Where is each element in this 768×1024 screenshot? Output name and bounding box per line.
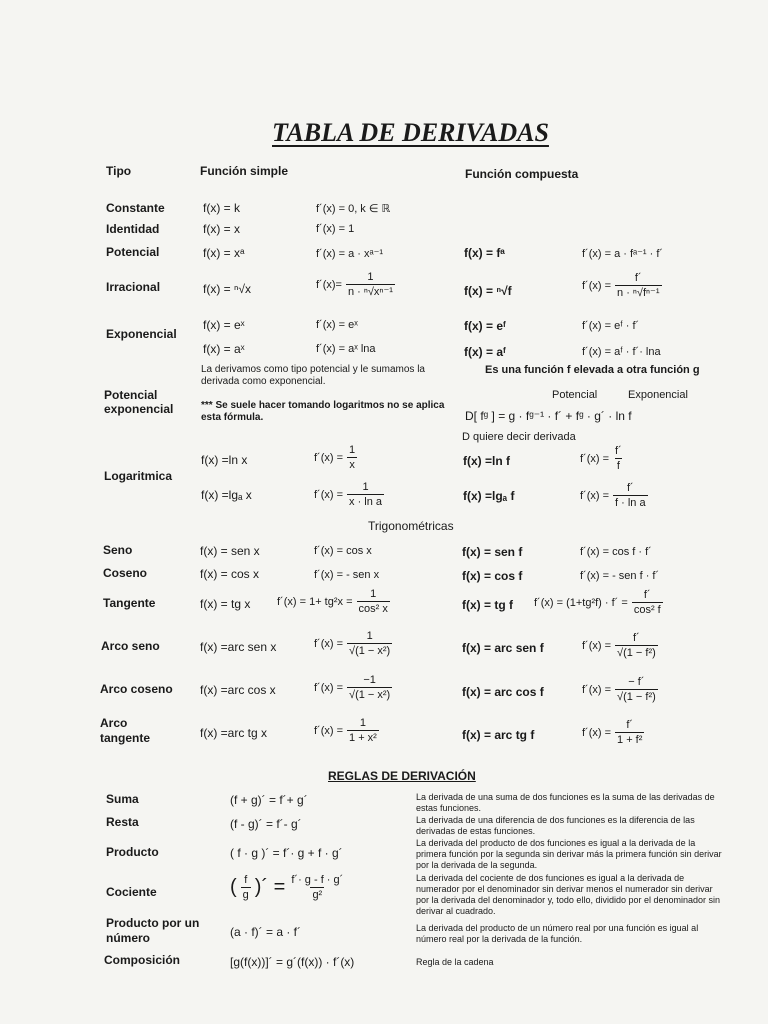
- header-funcion-compuesta: Función compuesta: [465, 167, 579, 181]
- derivative-arco-seno-compuesta: [582, 631, 658, 660]
- formula-exponencial-a-compuesta: f(x) = aᶠ: [464, 345, 506, 359]
- fraction-numerator: f´: [626, 482, 634, 494]
- formula-ln-compuesta: f(x) =ln f: [463, 454, 510, 468]
- derivative-lg-compuesta-prefix: f´(x) =: [580, 489, 610, 502]
- formula-coseno: f(x) = cos x: [200, 567, 260, 581]
- formula-arco-tangente-compuesta: f(x) = arc tg f: [462, 728, 535, 742]
- derivative-ln-compuesta-prefix: f´(x) =: [580, 452, 610, 465]
- derivative-arco-tangente: [314, 716, 379, 745]
- fraction-denominator: √(1 − x²): [349, 645, 391, 657]
- note-d-derivada: D quiere decir derivada: [462, 431, 576, 443]
- derivative-ln-compuesta: [580, 444, 624, 473]
- fraction-numerator: 1: [370, 588, 377, 600]
- derivative-exponencial-a: f´(x) = aˣ lna: [316, 343, 376, 355]
- label-irracional: Irracional: [106, 280, 161, 294]
- page-title: TABLA DE DERIVADAS: [272, 118, 549, 147]
- fraction-numerator: 1: [367, 271, 374, 283]
- label-tangente: Tangente: [103, 596, 156, 610]
- formula-seno-compuesta: f(x) = sen f: [462, 545, 523, 559]
- formula-arco-seno-compuesta: f(x) = arc sen f: [462, 641, 544, 655]
- derivative-coseno-compuesta: f´(x) = - sen f · f´: [580, 570, 660, 582]
- fraction-numerator: f: [244, 874, 248, 886]
- label-potencial: Potencial: [106, 245, 160, 259]
- fraction: [615, 271, 661, 300]
- fraction: [613, 481, 648, 510]
- fraction-denominator: cos² f: [633, 604, 661, 616]
- fraction-numerator: 1: [366, 630, 373, 642]
- fraction-numerator: f´: [633, 632, 640, 644]
- fraction-denominator: x · ln a: [349, 496, 383, 508]
- fraction: [615, 631, 658, 660]
- formula-exponencial-e: f(x) = eˣ: [203, 318, 245, 332]
- fraction: [347, 673, 392, 702]
- fraction: [347, 629, 392, 658]
- note-potencial-exponencial: La derivamos como tipo potencial y le sumamos la derivada como exponencial.: [201, 364, 425, 387]
- derivative-arco-tangente-compuesta: [582, 718, 644, 747]
- description-cociente: La derivada del cociente de dos funciones es igual a la derivada de numerador por el denominador sin derivar menos el numerador sin derivar por la derivada del denominador y, todo ello, dividido por el denominador sin derivar al cuadrado.: [416, 873, 721, 916]
- label-potencial-exponencial-2: exponencial: [104, 402, 174, 416]
- paren-close: )´ =: [254, 876, 286, 898]
- fraction-numerator: f´· g - f · g´: [291, 874, 344, 886]
- formula-tangente: f(x) = tg x: [200, 597, 251, 611]
- formula-coseno-compuesta: f(x) = cos f: [462, 569, 523, 583]
- formula-exponencial-a: f(x) = aˣ: [203, 342, 245, 356]
- fraction-numerator: 1: [362, 481, 369, 493]
- fraction-denominator: √(1 − f²): [617, 647, 656, 659]
- fraction-numerator: f´: [643, 589, 651, 601]
- derivative-arco-seno-prefix: f´(x) =: [314, 637, 344, 650]
- label-suma: Suma: [106, 792, 139, 806]
- paren-open: (: [230, 876, 237, 898]
- formula-cociente: [230, 873, 345, 902]
- formula-suma: (f + g)´ = f´+ g´: [230, 793, 308, 807]
- derivative-irracional-compuesta: [582, 271, 662, 300]
- label-composicion: Composición: [104, 953, 181, 967]
- derivative-irracional-prefix: f´(x)=: [316, 278, 342, 291]
- derivative-exponencial-a-compuesta: f´(x) = aᶠ · f´· lna: [582, 346, 661, 358]
- derivative-arco-tangente-compuesta-prefix: f´(x) =: [582, 726, 612, 739]
- label-arco-tangente-1: Arco: [100, 716, 128, 730]
- derivative-identidad: f´(x) = 1: [316, 223, 355, 235]
- derivative-constante: f´(x) = 0, k ∈ ℝ: [316, 203, 391, 215]
- formula-seno: f(x) = sen x: [200, 544, 260, 558]
- fraction-denominator: f · ln a: [615, 497, 646, 509]
- description-suma: La derivada de una suma de dos funciones es la suma de las derivadas de estas funciones.: [416, 792, 715, 813]
- fraction-denominator: g²: [312, 889, 323, 901]
- fraction: [241, 873, 251, 902]
- label-resta: Resta: [106, 815, 139, 829]
- label-arco-seno: Arco seno: [101, 639, 160, 653]
- description-producto: La derivada del producto de dos funciones es igual a la derivada de la primera función por la segunda sin derivar más la primera función sin derivar por la derivada de la segunda.: [416, 838, 722, 870]
- label-producto-numero-1: Producto por un: [106, 916, 200, 930]
- formula-irracional-compuesta: f(x) = ⁿ√f: [464, 284, 512, 298]
- label-coseno: Coseno: [103, 566, 148, 580]
- derivative-arco-coseno-compuesta-prefix: f´(x) =: [582, 683, 612, 696]
- derivative-ln-prefix: f´(x) =: [314, 451, 344, 464]
- derivative-tangente: [277, 587, 390, 616]
- formula-resta: (f - g)´ = f´- g´: [230, 817, 302, 831]
- derivative-tangente-compuesta: [534, 588, 663, 617]
- formula-ln: f(x) =ln x: [201, 453, 248, 467]
- fraction-denominator: 1 + x²: [349, 732, 377, 744]
- derivative-coseno: f´(x) = - sen x: [314, 569, 380, 581]
- formula-producto: ( f · g )´ = f´· g + f · g´: [230, 846, 343, 860]
- formula-lg: f(x) =lgₐ x: [201, 488, 252, 502]
- fraction: [347, 443, 357, 472]
- derivative-exponencial-e-compuesta: f´(x) = eᶠ · f´: [582, 320, 640, 332]
- label-logaritmica: Logaritmica: [104, 469, 173, 483]
- formula-lg-compuesta: f(x) =lgₐ f: [463, 489, 515, 503]
- formula-arco-tangente: f(x) =arc tg x: [200, 726, 268, 740]
- derivative-ln: [314, 443, 357, 472]
- fraction-denominator: g: [242, 889, 249, 901]
- fraction-denominator: √(1 − x²): [349, 689, 391, 701]
- fraction-denominator: n · ⁿ√fⁿ⁻¹: [617, 287, 660, 299]
- fraction-numerator: f´: [634, 272, 642, 284]
- derivative-arco-tangente-prefix: f´(x) =: [314, 724, 344, 737]
- fraction: [357, 587, 390, 616]
- fraction-denominator: 1 + f²: [617, 734, 643, 746]
- description-producto-numero: La derivada del producto de un número real por una función es igual al número real por la derivada de la función.: [416, 923, 699, 944]
- formula-irracional: f(x) = ⁿ√x: [203, 282, 251, 296]
- section-reglas-derivacion: REGLAS DE DERIVACIÓN: [328, 769, 476, 783]
- derivative-irracional: [316, 270, 395, 299]
- label-identidad: Identidad: [106, 222, 160, 236]
- section-trigonometricas: Trigonométricas: [368, 519, 454, 533]
- fraction: [347, 716, 379, 745]
- formula-composicion: [g(f(x))]´ = g´(f(x)) · f´(x): [230, 955, 355, 969]
- derivative-potencial-compuesta: f´(x) = a · fᵃ⁻¹ · f´: [582, 248, 664, 260]
- formula-arco-coseno: f(x) =arc cos x: [200, 683, 276, 697]
- derivative-seno-compuesta: f´(x) = cos f · f´: [580, 546, 652, 558]
- description-composicion: Regla de la cadena: [416, 957, 494, 967]
- label-arco-tangente-2: tangente: [100, 731, 151, 745]
- fraction: [289, 873, 345, 902]
- fraction-numerator: − f´: [628, 676, 645, 688]
- label-producto-numero-2: número: [106, 931, 151, 945]
- label-arco-coseno: Arco coseno: [100, 682, 173, 696]
- fraction-denominator: √(1 − f²): [617, 691, 656, 703]
- derivative-exponencial-e: f´(x) = eˣ: [316, 319, 358, 331]
- derivative-arco-coseno-prefix: f´(x) =: [314, 681, 344, 694]
- label-producto: Producto: [106, 845, 159, 859]
- formula-producto-numero: (a · f)´ = a · f´: [230, 925, 302, 939]
- fraction-denominator: cos² x: [358, 603, 388, 615]
- derivative-irracional-compuesta-prefix: f´(x) =: [582, 279, 612, 292]
- label-potencial-exponencial-1: Potencial: [104, 388, 158, 402]
- formula-arco-coseno-compuesta: f(x) = arc cos f: [462, 685, 544, 699]
- brace-label-potencial: Potencial: [552, 389, 598, 401]
- header-funcion-simple: Función simple: [200, 164, 289, 178]
- label-constante: Constante: [106, 201, 165, 215]
- derivative-arco-seno: [314, 629, 392, 658]
- header-tipo: Tipo: [106, 164, 132, 178]
- label-cociente: Cociente: [106, 885, 157, 899]
- derivative-lg-prefix: f´(x) =: [314, 488, 344, 501]
- fraction-denominator: n · ⁿ√xⁿ⁻¹: [347, 286, 393, 298]
- formula-arco-seno: f(x) =arc sen x: [200, 640, 277, 654]
- formula-exponencial-e-compuesta: f(x) = eᶠ: [464, 319, 506, 333]
- formula-potencial-exponencial: D[ fᵍ ] = g · fᵍ⁻¹ · f´ + fᵍ · g´ · ln f: [465, 409, 632, 423]
- fraction-numerator: −1: [363, 674, 376, 686]
- label-exponencial: Exponencial: [106, 327, 177, 341]
- brace-label-exponencial: Exponencial: [628, 389, 688, 401]
- fraction-numerator: 1: [349, 444, 356, 456]
- derivative-arco-coseno-compuesta: [582, 675, 658, 704]
- derivative-lg-compuesta: [580, 481, 648, 510]
- note-funcion-elevada: Es una función f elevada a otra función g: [485, 364, 700, 376]
- derivative-tangente-prefix: f´(x) = 1+ tg²x =: [277, 595, 353, 608]
- formula-tangente-compuesta: f(x) = tg f: [462, 598, 513, 612]
- fraction: [346, 270, 395, 299]
- derivative-arco-coseno: [314, 673, 392, 702]
- formula-identidad: f(x) = x: [203, 222, 241, 236]
- formula-potencial: f(x) = xᵃ: [203, 246, 245, 260]
- fraction-numerator: f´: [615, 445, 622, 457]
- derivative-seno: f´(x) = cos x: [314, 545, 372, 557]
- label-seno: Seno: [103, 543, 133, 557]
- fraction: [615, 718, 644, 747]
- note-logaritmos: *** Se suele hacer tomando logaritmos no se aplica esta fórmula.: [201, 400, 445, 423]
- fraction-denominator: f: [616, 460, 620, 472]
- derivative-lg: [314, 480, 384, 509]
- fraction-numerator: f´: [626, 719, 634, 731]
- fraction: [632, 588, 663, 617]
- fraction-numerator: 1: [359, 717, 366, 729]
- description-resta: La derivada de una diferencia de dos funciones es la diferencia de las derivadas de estas funciones.: [416, 815, 695, 836]
- formula-constante: f(x) = k: [203, 201, 241, 215]
- derivative-potencial: f´(x) = a · xᵃ⁻¹: [316, 248, 384, 260]
- derivative-arco-seno-compuesta-prefix: f´(x) =: [582, 639, 612, 652]
- fraction-denominator: x: [349, 459, 355, 471]
- formula-potencial-compuesta: f(x) = fᵃ: [464, 246, 505, 260]
- fraction: [613, 444, 624, 473]
- derivative-tangente-compuesta-prefix: f´(x) = (1+tg²f) · f´ =: [534, 596, 628, 609]
- fraction: [615, 675, 658, 704]
- fraction: [347, 480, 384, 509]
